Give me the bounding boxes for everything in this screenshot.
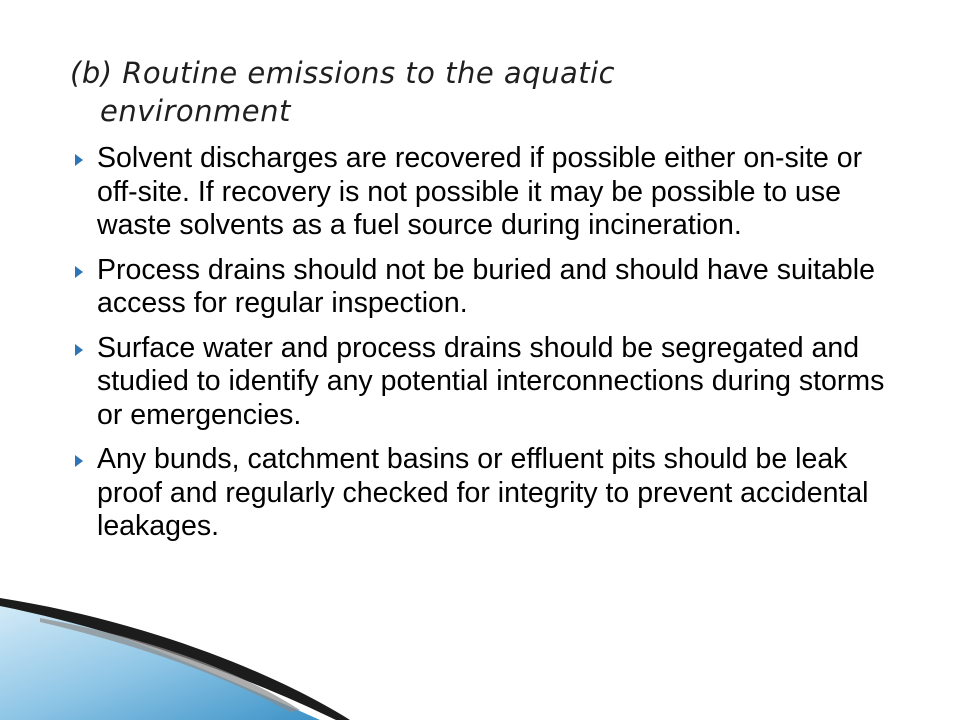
triangle-bullet-icon (75, 455, 83, 467)
slide-title (70, 54, 870, 130)
bullet-text: Process drains should not be buried and should have suitable access for regular inspection. (97, 253, 875, 319)
triangle-bullet-icon (75, 266, 83, 278)
triangle-bullet-icon (75, 344, 83, 356)
bullet-item (70, 254, 910, 321)
bullet-item (70, 142, 910, 243)
bullet-text: Surface water and process drains should be segregated and studied to identify any potential interconnections during storms or emergencies. (97, 331, 885, 431)
bullet-item (70, 332, 910, 433)
bullet-text: Solvent discharges are recovered if possible either on-site or off-site. If recovery is not possible it may be possible to use waste solvents as a fuel source during incineration. (97, 142, 863, 241)
slide-title-line2: environment (100, 94, 291, 128)
bullet-text: Any bunds, catchment basins or effluent pits should be leak proof and regularly checked for integrity to prevent accidental leakages. (97, 443, 869, 542)
slide-title-line1: (b) Routine emissions to the aquatic (70, 56, 616, 90)
bullet-list (70, 142, 910, 555)
triangle-bullet-icon (75, 154, 83, 166)
decorative-swoosh (0, 560, 960, 720)
bullet-item (70, 443, 910, 544)
